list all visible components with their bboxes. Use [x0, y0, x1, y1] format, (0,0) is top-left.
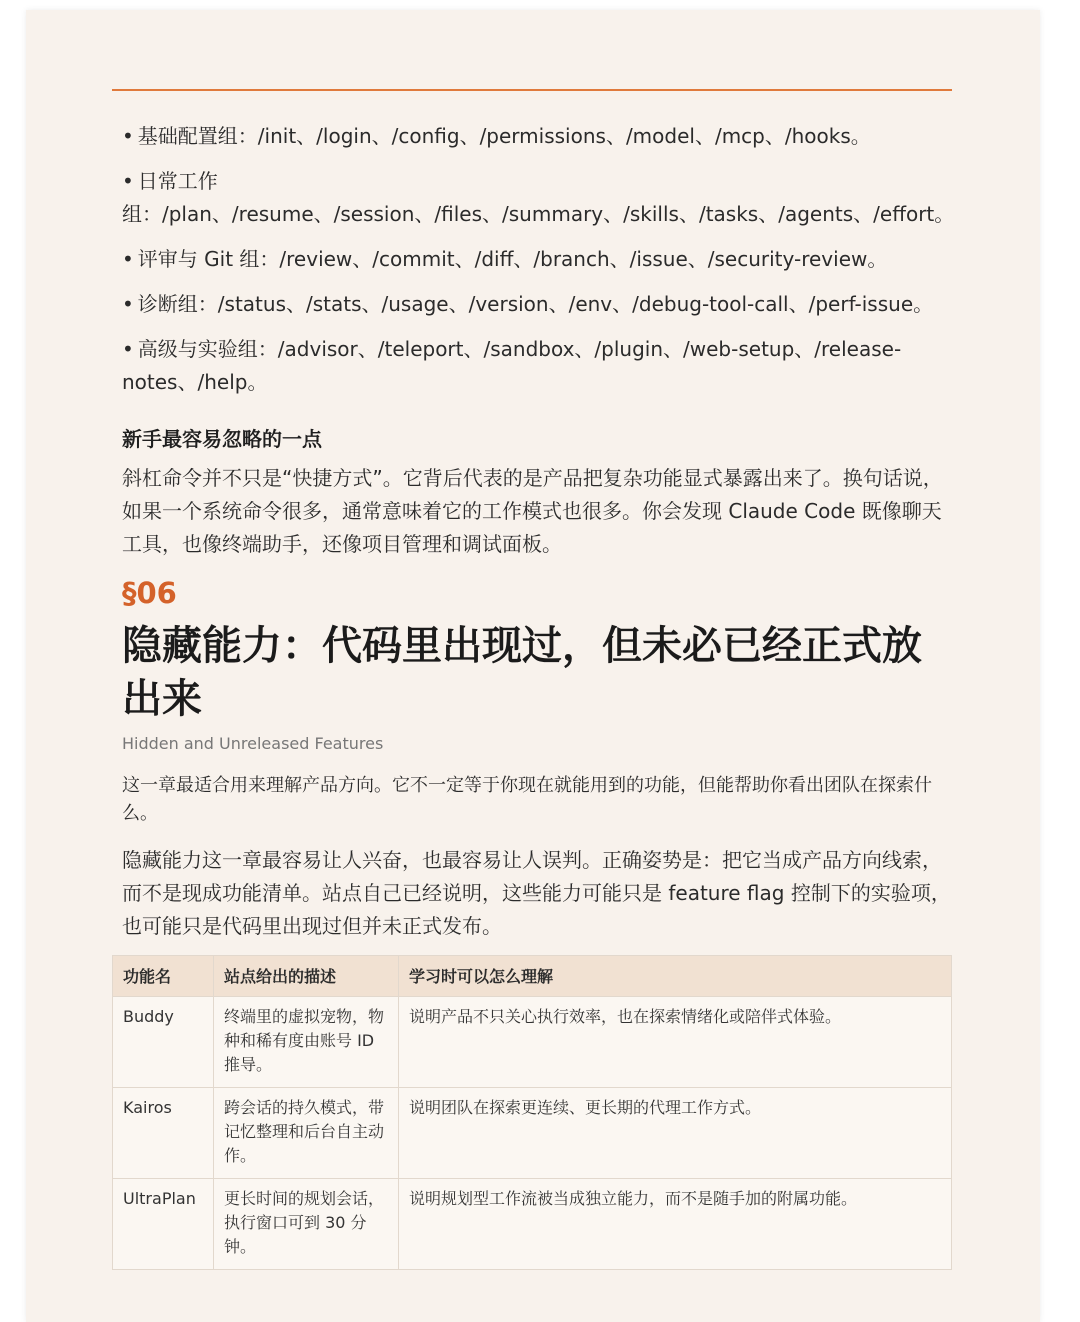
paragraph: 斜杠命令并不只是“快捷方式”。它背后代表的是产品把复杂功能显式暴露出来了。换句话说，如果一个系统命令很多，通常意味着它的工作模式也很多。你会发现 Claude Code 既像聊天工具，也像终端助手，还像项目管理和调试面板。 [122, 466, 943, 556]
table-cell: 说明团队在探索更连续、更长期的代理工作方式。 [399, 1088, 952, 1179]
column-header: 学习时可以怎么理解 [399, 956, 952, 997]
section-subtitle: Hidden and Unreleased Features [122, 734, 384, 753]
list-item [122, 243, 952, 276]
table-cell: 说明产品不只关心执行效率，也在探索情绪化或陪伴式体验。 [399, 997, 952, 1088]
section-body: 隐藏能力这一章最容易让人兴奋，也最容易让人误判。正确姿势是：把它当成产品方向线索，而不是现成功能清单。站点自己已经说明，这些能力可能只是 feature flag 控制下的实验项，也可能只是代码里出现过但并未正式发布。 [122, 848, 951, 938]
section-number: §06 [122, 576, 177, 610]
table-cell: Buddy [113, 997, 214, 1088]
list-item [122, 165, 955, 231]
table-cell: UltraPlan [113, 1179, 214, 1270]
table-row [113, 1088, 952, 1179]
list-item-text: 基础配置组：/init、/login、/config、/permissions、/model、/mcp、/hooks。 [137, 124, 871, 148]
list-item [122, 333, 952, 399]
table-cell: 终端里的虚拟宠物，物种和稀有度由账号 ID 推导。 [214, 997, 399, 1088]
list-item-text: 诊断组：/status、/stats、/usage、/version、/env、/debug-tool-call、/perf-issue。 [137, 292, 934, 316]
table-cell: 说明规划型工作流被当成独立能力，而不是随手加的附属功能。 [399, 1179, 952, 1270]
bullet-icon: • [122, 247, 134, 271]
list-item-text: 日常工作组：/plan、/resume、/session、/files、/summary、/skills、/tasks、/agents、/effort。 [122, 169, 955, 226]
bullet-icon: • [122, 124, 134, 148]
divider-rule [112, 89, 952, 91]
bullet-icon: • [122, 292, 134, 316]
list-item [122, 120, 952, 153]
list-item [122, 288, 952, 321]
table-header-row [113, 956, 952, 997]
command-group-list [122, 120, 955, 411]
table-cell: 更长时间的规划会话，执行窗口可到 30 分钟。 [214, 1179, 399, 1270]
table-row [113, 997, 952, 1088]
features-table [112, 955, 952, 1270]
table-row [113, 1179, 952, 1270]
section-title: 隐藏能力：代码里出现过，但未必已经正式放出来 [122, 623, 922, 722]
section-intro: 这一章最适合用来理解产品方向。它不一定等于你现在就能用到的功能，但能帮助你看出团队在探索什么。 [122, 775, 932, 824]
table-cell: Kairos [113, 1088, 214, 1179]
table-cell: 跨会话的持久模式，带记忆整理和后台自主动作。 [214, 1088, 399, 1179]
list-item-text: 评审与 Git 组：/review、/commit、/diff、/branch、/issue、/security-review。 [137, 247, 888, 271]
subheading: 新手最容易忽略的一点 [122, 427, 322, 451]
bullet-icon: • [122, 337, 134, 361]
column-header: 功能名 [113, 956, 214, 997]
list-item-text: 高级与实验组：/advisor、/teleport、/sandbox、/plugin、/web-setup、/release-notes、/help。 [122, 337, 902, 394]
document-page [26, 10, 1040, 1322]
bullet-icon: • [122, 169, 134, 193]
column-header: 站点给出的描述 [214, 956, 399, 997]
